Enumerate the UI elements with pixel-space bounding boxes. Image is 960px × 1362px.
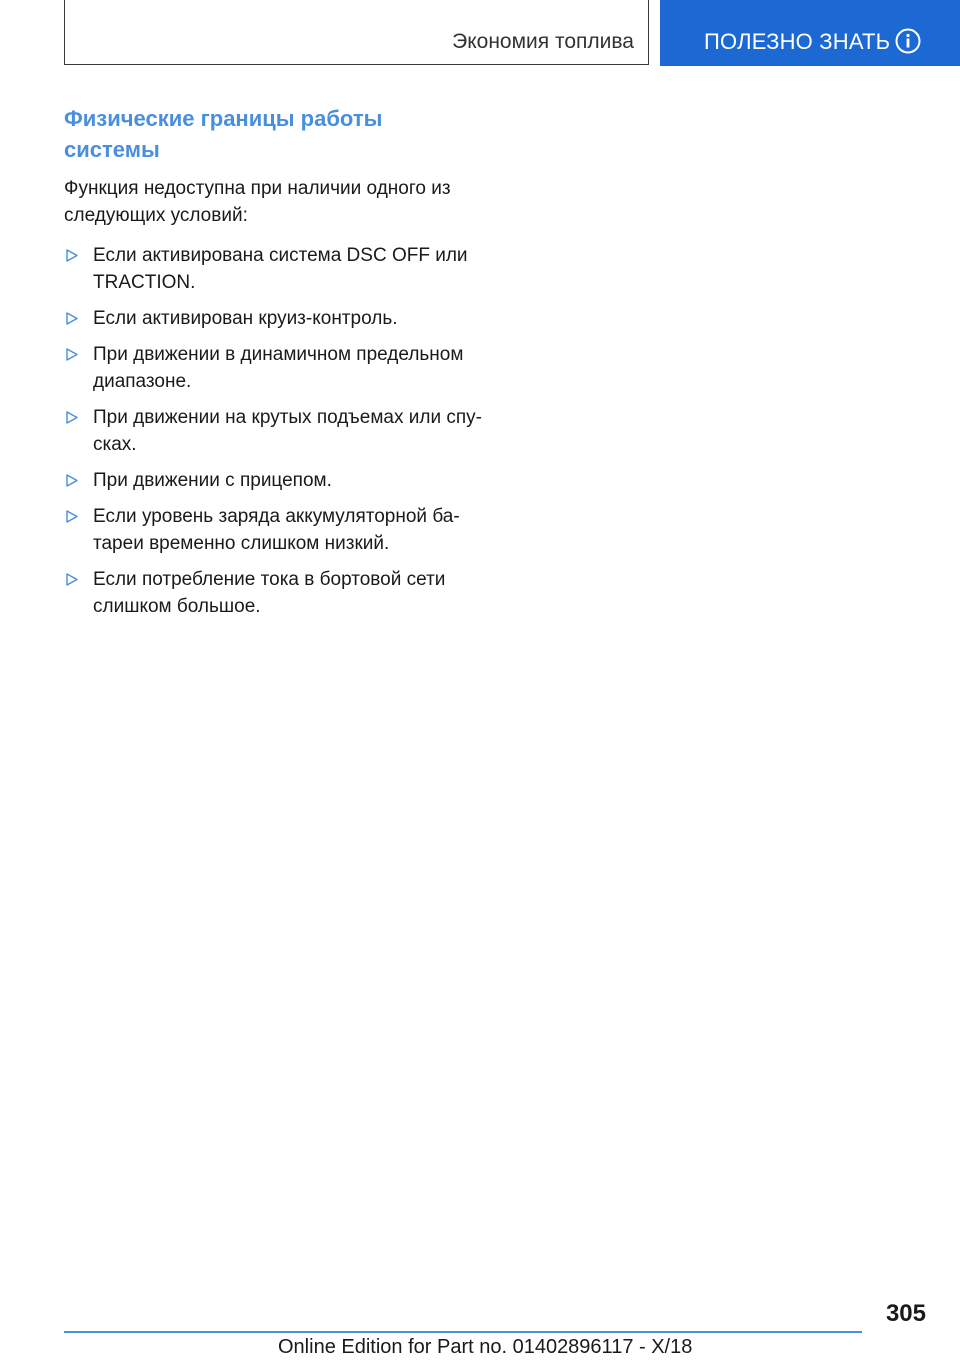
triangle-right-icon [66, 249, 78, 262]
triangle-right-icon [66, 312, 78, 325]
list-item-line-2: тареи временно слишком низкий. [93, 533, 390, 554]
footer-divider [64, 1331, 862, 1333]
conditions-list [64, 242, 494, 620]
list-item-line-1: Если уровень заряда аккумуляторной ба- [93, 506, 460, 527]
intro-line-2: следующих условий: [64, 205, 248, 226]
tab-label: ПОЛЕЗНО ЗНАТЬ [704, 29, 891, 54]
list-item [64, 305, 494, 332]
triangle-right-icon [66, 573, 78, 586]
list-item-line-1: При движении с прицепом. [93, 470, 332, 491]
list-item-line-2: TRACTION. [93, 272, 196, 293]
heading-line-2: системы [64, 137, 160, 162]
triangle-right-icon [66, 474, 78, 487]
list-item [64, 242, 494, 296]
list-item-line-1: Если потребление тока в бортовой сети [93, 569, 446, 590]
intro-paragraph [64, 175, 494, 229]
section-heading [64, 103, 494, 165]
list-item-line-1: Если активирован круиз-контроль. [93, 308, 398, 329]
header-section-box [64, 0, 649, 65]
list-item-line-1: При движении в динамичном предельном [93, 344, 464, 365]
info-icon[interactable] [895, 28, 921, 54]
list-item [64, 467, 494, 494]
page-number: 305 [885, 1300, 926, 1327]
triangle-right-icon [66, 348, 78, 361]
list-item-line-2: диапазоне. [93, 371, 192, 392]
intro-line-1: Функция недоступна при наличии одного из [64, 178, 451, 199]
list-item [64, 566, 494, 620]
list-item [64, 341, 494, 395]
list-item [64, 503, 494, 557]
list-item-line-2: сках. [93, 434, 137, 455]
main-content [64, 103, 494, 629]
heading-line-1: Физические границы работы [64, 106, 383, 131]
triangle-right-icon [66, 510, 78, 523]
triangle-right-icon [66, 411, 78, 424]
footer-edition-text: Online Edition for Part no. 01402896117 - X/18 [278, 1336, 693, 1358]
list-item [64, 404, 494, 458]
section-title: Экономия топлива [452, 30, 634, 53]
list-item-line-2: слишком большое. [93, 596, 261, 617]
list-item-line-1: Если активирована система DSC OFF или [93, 245, 468, 266]
list-item-line-1: При движении на крутых подъемах или спу- [93, 407, 482, 428]
